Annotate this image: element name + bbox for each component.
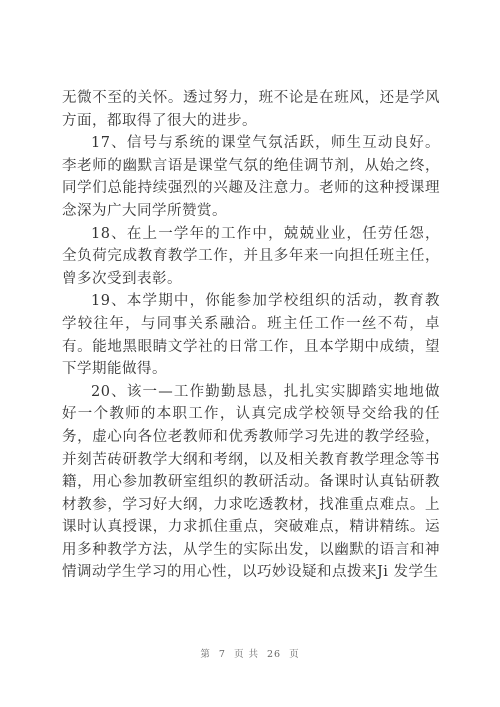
- page-footer: [0, 646, 500, 660]
- paragraph-1: 无微不至的关怀。透过努力，班不论是在班风，还是学风方面，都取得了很大的进步。: [62, 90, 440, 129]
- paragraph-5: 20、该一—工作勤勤恳恳，扎扎实实脚踏实地地做好一个教师的本职工作，认真完成学校领导交给我的任务，虚心向各位老教师和优秀教师学习先进的教学经验，并刻苦砖研教学大纲和考纲，以及相关教育教学理念等书籍，用心参加教研室组织的教研活动。备课时认真钻研教材教参，学习好大纲，力求吃透教材，找准重点难点。上课时认真授课，力求抓住重点，突破难点，精讲精练。运用多种教学方法，从学生的实际出发，以幽默的语言和神情调动学生学习的用心性，以巧妙设疑和点拨来Ji 发学生: [62, 383, 440, 581]
- footer-page-number: 7: [218, 649, 226, 660]
- footer-suffix: 页: [289, 649, 300, 660]
- footer-prefix: 第: [200, 649, 211, 660]
- paragraph-3: 18、在上一学年的工作中，兢兢业业，任劳任怨，全负荷完成教育教学工作，并且多年来一向担任班主任，曾多次受到表彰。: [62, 225, 440, 287]
- document-body: [62, 87, 440, 584]
- footer-total-pages: 26: [267, 649, 282, 660]
- paragraph-4: 19、本学期中，你能参加学校组织的活动，教育教学较往年，与同事关系融洽。班主任工作一丝不苟，卓有。能地黑眼睛文学社的日常工作，且本学期中成绩，望下学期能做得。: [62, 293, 440, 378]
- footer-middle: 页 共: [233, 649, 259, 660]
- paragraph-2: 17、信号与系统的课堂气氛活跃，师生互动良好。李老师的幽默言语是课堂气氛的绝佳调节剂，从始之终，同学们总能持续强烈的兴趣及注意力。老师的这种授课理念深为广大同学所赞赏。: [62, 135, 440, 219]
